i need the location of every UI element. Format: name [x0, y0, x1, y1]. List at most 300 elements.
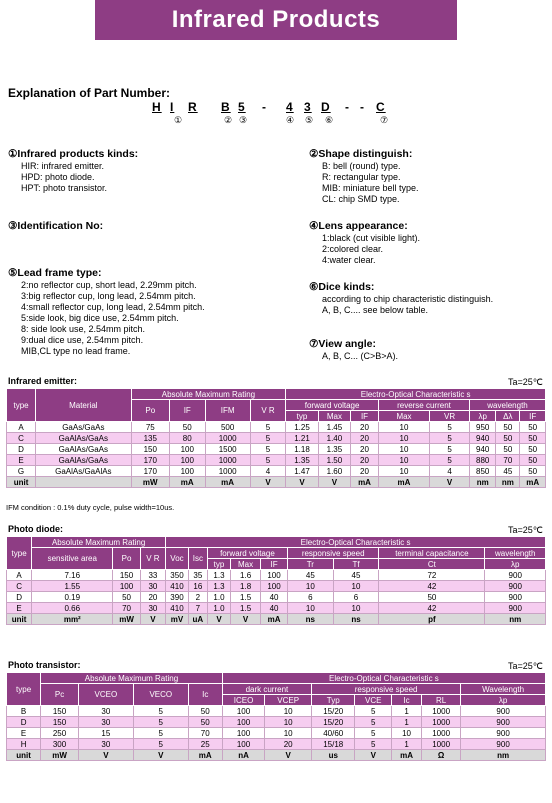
section-identification: ③Identification No: — [8, 220, 104, 232]
column-header: IF — [520, 411, 546, 422]
table-cell: 40 — [261, 603, 288, 614]
column-header: forward voltage — [207, 548, 287, 559]
table-cell: 1.0 — [207, 592, 230, 603]
table-cell: D — [7, 444, 36, 455]
table-cell: 100 — [169, 455, 205, 466]
section-line: MIB,CL type no lead frame. — [21, 346, 131, 356]
table-cell: 5 — [430, 433, 470, 444]
section-line: 8: side look use, 2.54mm pitch. — [21, 324, 146, 334]
table-cell: Ω — [422, 750, 461, 761]
part-code-index: ③ — [239, 115, 248, 125]
table-row — [7, 592, 546, 603]
table-cell: 10 — [378, 444, 429, 455]
column-header: Electro-Optical Characteristic s — [222, 673, 545, 684]
table-row — [7, 614, 546, 625]
table-cell: 5 — [250, 455, 286, 466]
table-cell: mA — [205, 477, 250, 488]
part-code-letter: D — [321, 100, 331, 114]
part-code-index: ⑤ — [305, 115, 314, 125]
part-code-letter: R — [188, 100, 198, 114]
table-cell: GaAs/GaAs — [36, 422, 131, 433]
table-cell: 30 — [78, 717, 133, 728]
table-cell: 5 — [355, 706, 392, 717]
column-header: IF — [351, 411, 379, 422]
table-cell: 10 — [378, 466, 429, 477]
table-cell: 50 — [520, 433, 546, 444]
section-lead-frame: ⑤Lead frame type: 2:no reflector cup, short lead, 2.29mm pitch. 3:big reflector cup, long lead, 2.54mm pitch. 4:small reflector cup, long lead, 2.54mm pitch. 5:side look, big dice use, 2.54mm pitch. 8: side look use, 2.54mm pitch. 9:dual dice use, 2.54mm pitch. MIB,CL type no lead frame. — [8, 267, 205, 356]
table-row — [7, 466, 546, 477]
section-lens: ④Lens appearance: 1:black (cut visible light). 2:colored clear. 4:water clear. — [309, 220, 421, 265]
column-header: RL — [422, 695, 461, 706]
table-cell: 15/20 — [312, 717, 355, 728]
table-cell: 75 — [131, 422, 169, 433]
column-header: Ic — [392, 695, 422, 706]
table-row — [7, 537, 546, 548]
table-cell: 940 — [470, 433, 496, 444]
column-header: Pc — [41, 684, 79, 706]
table-cell: 10 — [265, 706, 312, 717]
table-cell: 900 — [485, 592, 546, 603]
table-cell: 170 — [131, 466, 169, 477]
table-cell: GaAlAs/GaAs — [36, 455, 131, 466]
column-header: VCE — [355, 695, 392, 706]
table-cell: 30 — [140, 603, 165, 614]
section-line: 5:side look, big dice use, 2.54mm pitch. — [21, 313, 179, 323]
table-cell: 10 — [378, 422, 429, 433]
column-header: IFM — [205, 400, 250, 422]
part-code-separator: - — [360, 100, 364, 114]
column-header: type — [7, 537, 32, 570]
table-cell: 940 — [470, 444, 496, 455]
table-cell: 900 — [485, 603, 546, 614]
column-header: VECO — [133, 684, 188, 706]
table-cell: 30 — [78, 739, 133, 750]
table-cell: mm² — [32, 614, 113, 625]
table-cell: 100 — [261, 581, 288, 592]
table-cell: 5 — [133, 717, 188, 728]
column-header: responsive speed — [312, 684, 461, 695]
table-cell: 1 — [392, 706, 422, 717]
section-dice: ⑥Dice kinds: according to chip characteristic distinguish. A, B, C.... see below table. — [309, 281, 494, 315]
table-cell: 45 — [288, 570, 334, 581]
table-cell: mA — [378, 477, 429, 488]
table-cell: 2 — [188, 592, 207, 603]
table-cell: V — [133, 750, 188, 761]
column-header: Electro-Optical Characteristic s — [286, 389, 546, 400]
section-line: A, B, C... (C>B>A). — [322, 351, 399, 361]
section-line: R: rectangular type. — [322, 172, 401, 182]
section-line: 4:water clear. — [322, 255, 376, 265]
table-cell: 45 — [333, 570, 379, 581]
table-cell: E — [7, 455, 36, 466]
column-header: forward voltage — [286, 400, 379, 411]
table-cell: 10 — [333, 581, 379, 592]
table-cell: 10 — [378, 433, 429, 444]
section-kinds: ①Infrared products kinds: HIR: infrared emitter. HPD: photo diode. HPT: photo transistor. — [8, 148, 139, 193]
section-line: HPD: photo diode. — [21, 172, 95, 182]
table-cell: 5 — [250, 422, 286, 433]
table-row — [7, 706, 546, 717]
section-view-angle: ⑦View angle: A, B, C... (C>B>A). — [309, 338, 399, 361]
section-shape: ②Shape distinguish: B: bell (round) type. R: rectangular type. MIB: miniature bell type. CL: chip SMD type. — [309, 148, 419, 204]
section-line: 2:no reflector cup, short lead, 2.29mm pitch. — [21, 280, 197, 290]
column-header: Isc — [188, 548, 207, 570]
table-cell: 1.50 — [318, 455, 350, 466]
table-cell: 1.45 — [318, 422, 350, 433]
table-cell: 4 — [250, 466, 286, 477]
part-code-letter: B — [221, 100, 231, 114]
column-header: responsive speed — [288, 548, 379, 559]
table-cell: nA — [222, 750, 265, 761]
table-cell: 20 — [265, 739, 312, 750]
table-cell: 15 — [78, 728, 133, 739]
table-cell: 50 — [496, 422, 520, 433]
table-cell: 50 — [520, 422, 546, 433]
table-cell: ns — [288, 614, 334, 625]
column-header: VCEO — [78, 684, 133, 706]
table-cell: 5 — [355, 717, 392, 728]
column-header: ICEO — [222, 695, 265, 706]
table-cell: mA — [520, 477, 546, 488]
table-cell: 7 — [188, 603, 207, 614]
table-cell: GaAlAs/GaAlAs — [36, 466, 131, 477]
section-line: 9:dual dice use, 2.54mm pitch. — [21, 335, 144, 345]
table-cell: 100 — [169, 466, 205, 477]
table-cell: 50 — [188, 717, 222, 728]
table-cell: 1000 — [422, 706, 461, 717]
table-cell: 50 — [496, 444, 520, 455]
table-cell: 1.8 — [231, 581, 261, 592]
table-cell: 5 — [355, 739, 392, 750]
transistor-table-ta: Ta=25℃ — [508, 661, 543, 671]
column-header: Max — [231, 559, 261, 570]
table-cell: E — [7, 603, 32, 614]
part-code-index: ⑦ — [380, 115, 389, 125]
table-cell: 30 — [140, 581, 165, 592]
column-header: Po — [131, 400, 169, 422]
table-cell: mW — [131, 477, 169, 488]
column-header: Δλ — [496, 411, 520, 422]
table-cell: 900 — [461, 728, 546, 739]
table-cell: 20 — [351, 444, 379, 455]
column-header: λp — [461, 695, 546, 706]
table-cell: 5 — [430, 422, 470, 433]
table-cell: 150 — [41, 706, 79, 717]
table-cell: 70 — [113, 603, 140, 614]
table-cell: D — [7, 717, 41, 728]
table-cell: V — [231, 614, 261, 625]
section-line: HIR: infrared emitter. — [21, 161, 105, 171]
table-cell: 1000 — [422, 717, 461, 728]
table-cell: 1.35 — [318, 444, 350, 455]
column-header: type — [7, 389, 36, 422]
table-cell: 900 — [485, 581, 546, 592]
table-cell: us — [312, 750, 355, 761]
table-cell: 500 — [205, 422, 250, 433]
table-cell: 150 — [41, 717, 79, 728]
part-code-separator: - — [345, 100, 349, 114]
table-row — [7, 570, 546, 581]
column-header: Typ — [312, 695, 355, 706]
column-header: typ — [207, 559, 230, 570]
table-row — [7, 581, 546, 592]
column-header: Max — [318, 411, 350, 422]
column-header: wavelength — [485, 548, 546, 559]
table-cell: 50 — [496, 433, 520, 444]
table-cell: mA — [392, 750, 422, 761]
table-cell: 1 — [392, 717, 422, 728]
table-cell: 40 — [261, 592, 288, 603]
table-cell: mA — [351, 477, 379, 488]
column-header: Tf — [333, 559, 379, 570]
table-cell: 0.19 — [32, 592, 113, 603]
column-header: V R — [250, 400, 286, 422]
table-cell: 100 — [222, 706, 265, 717]
table-cell: 880 — [470, 455, 496, 466]
table-cell: 1 — [392, 739, 422, 750]
table-cell: 1500 — [205, 444, 250, 455]
table-cell: 1.60 — [318, 466, 350, 477]
table-cell: 5 — [430, 455, 470, 466]
table-cell — [36, 477, 131, 488]
table-cell: V — [140, 614, 165, 625]
table-cell: 170 — [131, 455, 169, 466]
table-cell: 150 — [113, 570, 140, 581]
table-cell: A — [7, 422, 36, 433]
table-cell: 7.16 — [32, 570, 113, 581]
part-code-letter: C — [376, 100, 386, 114]
table-cell: 10 — [288, 581, 334, 592]
table-cell: 50 — [188, 706, 222, 717]
table-cell: V — [430, 477, 470, 488]
column-header: typ — [286, 411, 318, 422]
part-code-letter: I — [170, 100, 175, 114]
table-cell: 300 — [41, 739, 79, 750]
part-number-title: Explanation of Part Number: — [8, 86, 171, 100]
table-cell: 16 — [188, 581, 207, 592]
table-cell: 10 — [333, 603, 379, 614]
column-header: wavelength — [470, 400, 546, 411]
section-line: 3:big reflector cup, long lead, 2.54mm pitch. — [21, 291, 196, 301]
table-cell: 1.21 — [286, 433, 318, 444]
table-cell: nm — [496, 477, 520, 488]
part-code-index: ① — [174, 115, 183, 125]
table-cell: 1.3 — [207, 570, 230, 581]
part-code-letter: 4 — [286, 100, 294, 114]
table-cell: V — [265, 750, 312, 761]
table-cell: 0.66 — [32, 603, 113, 614]
table-cell: 5 — [430, 444, 470, 455]
table-cell: pf — [379, 614, 485, 625]
table-cell: V — [286, 477, 318, 488]
table-cell: 6 — [288, 592, 334, 603]
table-cell: 20 — [351, 433, 379, 444]
section-line: A, B, C.... see below table. — [322, 305, 429, 315]
table-cell: 70 — [188, 728, 222, 739]
diode-table — [6, 536, 546, 625]
table-cell: 150 — [131, 444, 169, 455]
table-cell: 50 — [113, 592, 140, 603]
column-header: Wavelength — [461, 684, 546, 695]
table-cell: 1.0 — [207, 603, 230, 614]
table-cell: 20 — [140, 592, 165, 603]
table-cell: 850 — [470, 466, 496, 477]
table-cell: A — [7, 570, 32, 581]
table-cell: 45 — [496, 466, 520, 477]
table-cell: 4 — [430, 466, 470, 477]
column-header: Material — [36, 389, 131, 422]
transistor-table — [6, 672, 546, 761]
column-header: λp — [470, 411, 496, 422]
table-cell: 1.40 — [318, 433, 350, 444]
table-cell: 10 — [265, 728, 312, 739]
table-cell: H — [7, 739, 41, 750]
table-cell: 390 — [166, 592, 189, 603]
table-cell: 25 — [188, 739, 222, 750]
diode-table-ta: Ta=25℃ — [508, 525, 543, 535]
table-row — [7, 603, 546, 614]
table-cell: 50 — [520, 466, 546, 477]
table-cell: 5 — [133, 706, 188, 717]
part-code-index: ④ — [286, 115, 295, 125]
table-cell: 900 — [461, 717, 546, 728]
table-cell: 42 — [379, 581, 485, 592]
table-cell: mW — [41, 750, 79, 761]
table-cell: 35 — [188, 570, 207, 581]
column-header: λp — [485, 559, 546, 570]
table-cell: 50 — [379, 592, 485, 603]
table-cell: D — [7, 592, 32, 603]
column-header: Po — [113, 548, 140, 570]
column-header: Electro-Optical Characteristic s — [166, 537, 546, 548]
table-cell: 410 — [166, 603, 189, 614]
column-header: VCEP — [265, 695, 312, 706]
emitter-table-title: Infrared emitter: — [8, 376, 78, 386]
table-cell: 50 — [520, 455, 546, 466]
table-cell: 1000 — [422, 728, 461, 739]
table-cell: 1000 — [205, 466, 250, 477]
table-cell: 40/60 — [312, 728, 355, 739]
table-cell: 1000 — [205, 433, 250, 444]
table-cell: 15/20 — [312, 706, 355, 717]
table-cell: 100 — [113, 581, 140, 592]
table-cell: 1.18 — [286, 444, 318, 455]
table-cell: 1000 — [205, 455, 250, 466]
table-cell: V — [355, 750, 392, 761]
table-cell: 1000 — [422, 739, 461, 750]
column-header: Ct — [379, 559, 485, 570]
table-row — [7, 717, 546, 728]
table-cell: C — [7, 581, 32, 592]
table-row — [7, 444, 546, 455]
emitter-note: IFM condition : 0.1% duty cycle, pulse width=10us. — [6, 503, 175, 512]
table-cell: 1.35 — [286, 455, 318, 466]
table-cell: 5 — [250, 433, 286, 444]
emitter-table — [6, 388, 546, 488]
table-cell: 5 — [355, 728, 392, 739]
table-cell: mA — [261, 614, 288, 625]
table-cell: 33 — [140, 570, 165, 581]
table-cell: E — [7, 728, 41, 739]
table-cell: unit — [7, 750, 41, 761]
table-cell: 42 — [379, 603, 485, 614]
column-header: IF — [261, 559, 288, 570]
table-row — [7, 684, 546, 695]
diode-table-title: Photo diode: — [8, 524, 63, 534]
table-cell: nm — [461, 750, 546, 761]
column-header: Voc — [166, 548, 189, 570]
part-code-letter: 5 — [238, 100, 246, 114]
table-cell: mA — [188, 750, 222, 761]
table-cell: 15/18 — [312, 739, 355, 750]
column-header: sensitive area — [32, 548, 113, 570]
table-cell: 80 — [169, 433, 205, 444]
table-cell: 250 — [41, 728, 79, 739]
section-line: 4:small reflector cup, long lead, 2.54mm pitch. — [21, 302, 205, 312]
table-cell: V — [78, 750, 133, 761]
column-header: dark current — [222, 684, 311, 695]
table-cell: B — [7, 706, 41, 717]
section-line: according to chip characteristic distinguish. — [322, 294, 494, 304]
table-cell: 1.5 — [231, 592, 261, 603]
column-header: VR — [430, 411, 470, 422]
table-cell: V — [318, 477, 350, 488]
table-cell: 1.5 — [231, 603, 261, 614]
table-cell: 1.6 — [231, 570, 261, 581]
table-cell: 6 — [333, 592, 379, 603]
table-cell: 1.3 — [207, 581, 230, 592]
table-row — [7, 739, 546, 750]
table-cell: 410 — [166, 581, 189, 592]
table-cell: 20 — [351, 455, 379, 466]
table-cell: V — [250, 477, 286, 488]
table-cell: 1.25 — [286, 422, 318, 433]
table-cell: GaAlAs/GaAs — [36, 433, 131, 444]
table-cell: nm — [470, 477, 496, 488]
section-line: MIB: miniature bell type. — [322, 183, 419, 193]
table-cell: mA — [169, 477, 205, 488]
table-cell: 5 — [133, 739, 188, 750]
table-cell: 5 — [133, 728, 188, 739]
table-cell: 5 — [250, 444, 286, 455]
part-code-letter: H — [152, 100, 162, 114]
column-header: Max — [378, 411, 429, 422]
table-row — [7, 750, 546, 761]
table-cell: 100 — [222, 717, 265, 728]
table-cell: 10 — [392, 728, 422, 739]
table-row — [7, 455, 546, 466]
part-code-index: ② — [224, 115, 233, 125]
table-cell: C — [7, 433, 36, 444]
column-header: V R — [140, 548, 165, 570]
part-code-letter: 3 — [304, 100, 312, 114]
column-header: Absolute Maximum Rating — [131, 389, 286, 400]
part-code-index: ⑥ — [325, 115, 334, 125]
table-cell: 50 — [520, 444, 546, 455]
table-cell: ns — [333, 614, 379, 625]
table-cell: 350 — [166, 570, 189, 581]
section-line: CL: chip SMD type. — [322, 194, 400, 204]
part-code-separator: - — [262, 100, 266, 114]
page-title: Infrared Products — [95, 0, 457, 40]
column-header: Absolute Maximum Rating — [41, 673, 223, 684]
table-row — [7, 389, 546, 400]
table-cell: 72 — [379, 570, 485, 581]
column-header: reverse current — [378, 400, 469, 411]
table-cell: 10 — [288, 603, 334, 614]
table-cell: 900 — [461, 706, 546, 717]
section-line: B: bell (round) type. — [322, 161, 401, 171]
